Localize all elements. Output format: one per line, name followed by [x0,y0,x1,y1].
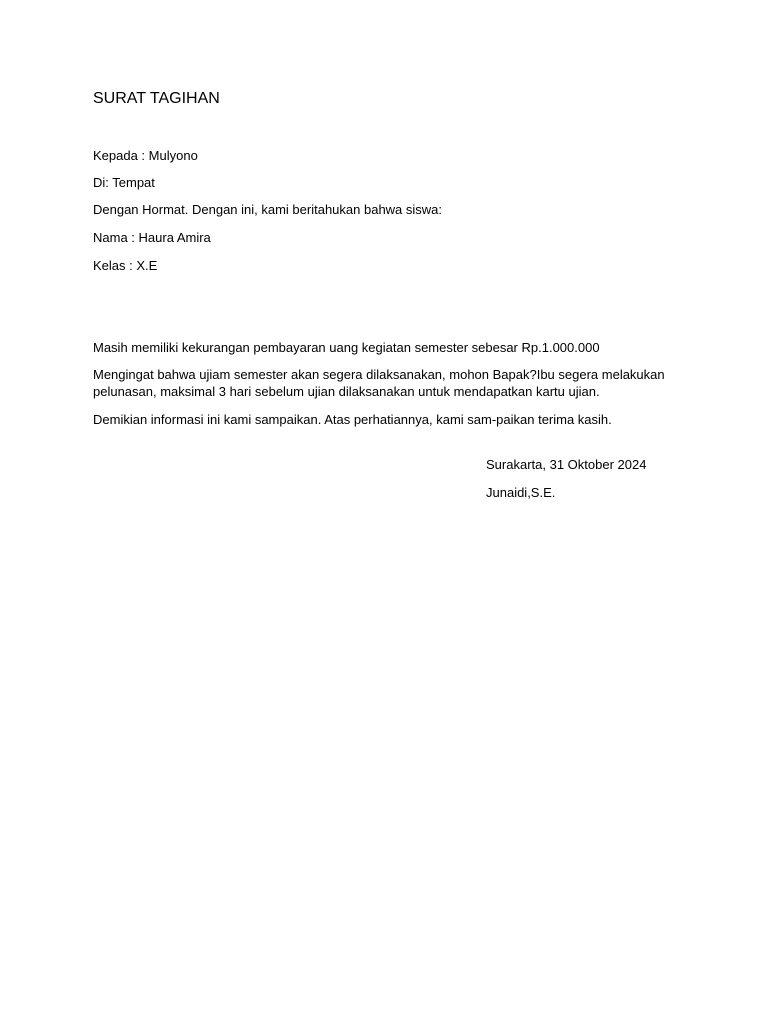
exam-notice-paragraph: Mengingat bahwa ujiam semester akan segera dilaksanakan, mohon Bapak?Ibu segera melakukan pelunasan, maksimal 3 hari sebelum ujian dilaksanakan untuk mendapatkan kartu ujian. [93,367,665,399]
closing-paragraph: Demikian informasi ini kami sampaikan. Atas perhatiannya, kami sam-paikan terima kasih. [93,412,612,427]
letter-title: SURAT TAGIHAN [93,90,220,107]
student-name-line: Nama : Haura Amira [93,230,211,245]
signatory-name: Junaidi,S.E. [486,485,556,500]
outstanding-payment-paragraph: Masih memiliki kekurangan pembayaran uang kegiatan semester sebesar Rp.1.000.000 [93,340,600,355]
recipient-line: Kepada : Mulyono [93,148,198,163]
student-class-line: Kelas : X.E [93,258,158,273]
greeting-line: Dengan Hormat. Dengan ini, kami beritahukan bahwa siswa: [93,202,443,217]
place-date: Surakarta, 31 Oktober 2024 [486,457,647,472]
location-line: Di: Tempat [93,175,155,190]
